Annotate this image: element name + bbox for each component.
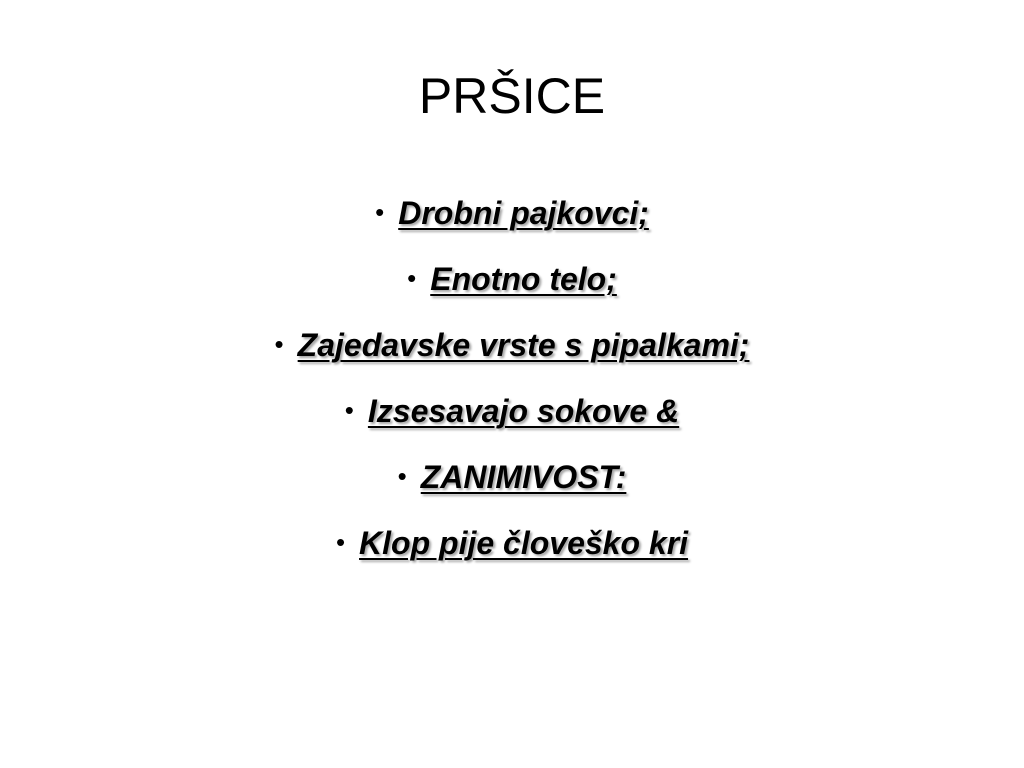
bullet-text: Izsesavajo sokove & <box>367 393 680 429</box>
bullet-item <box>0 180 1024 246</box>
bullet-icon: • <box>407 263 417 293</box>
bullet-text: Klop pije človeško kri <box>359 525 689 561</box>
bullet-item <box>0 510 1024 576</box>
bullet-item <box>0 444 1024 510</box>
bullet-item <box>0 246 1024 312</box>
bullet-icon: • <box>397 461 407 491</box>
bullet-text: ZANIMIVOST: <box>420 459 627 495</box>
bullet-icon: • <box>274 329 284 359</box>
slide-title: PRŠICE <box>418 68 606 124</box>
bullet-text: Enotno telo; <box>430 261 617 297</box>
bullet-text: Zajedavske vrste s pipalkami; <box>297 327 750 363</box>
bullet-icon: • <box>375 197 385 227</box>
bullet-icon: • <box>344 395 354 425</box>
bullet-item <box>0 378 1024 444</box>
bullet-item <box>0 312 1024 378</box>
bullet-text: Drobni pajkovci; <box>398 195 649 231</box>
bullet-list <box>0 180 1024 576</box>
bullet-icon: • <box>335 527 346 557</box>
